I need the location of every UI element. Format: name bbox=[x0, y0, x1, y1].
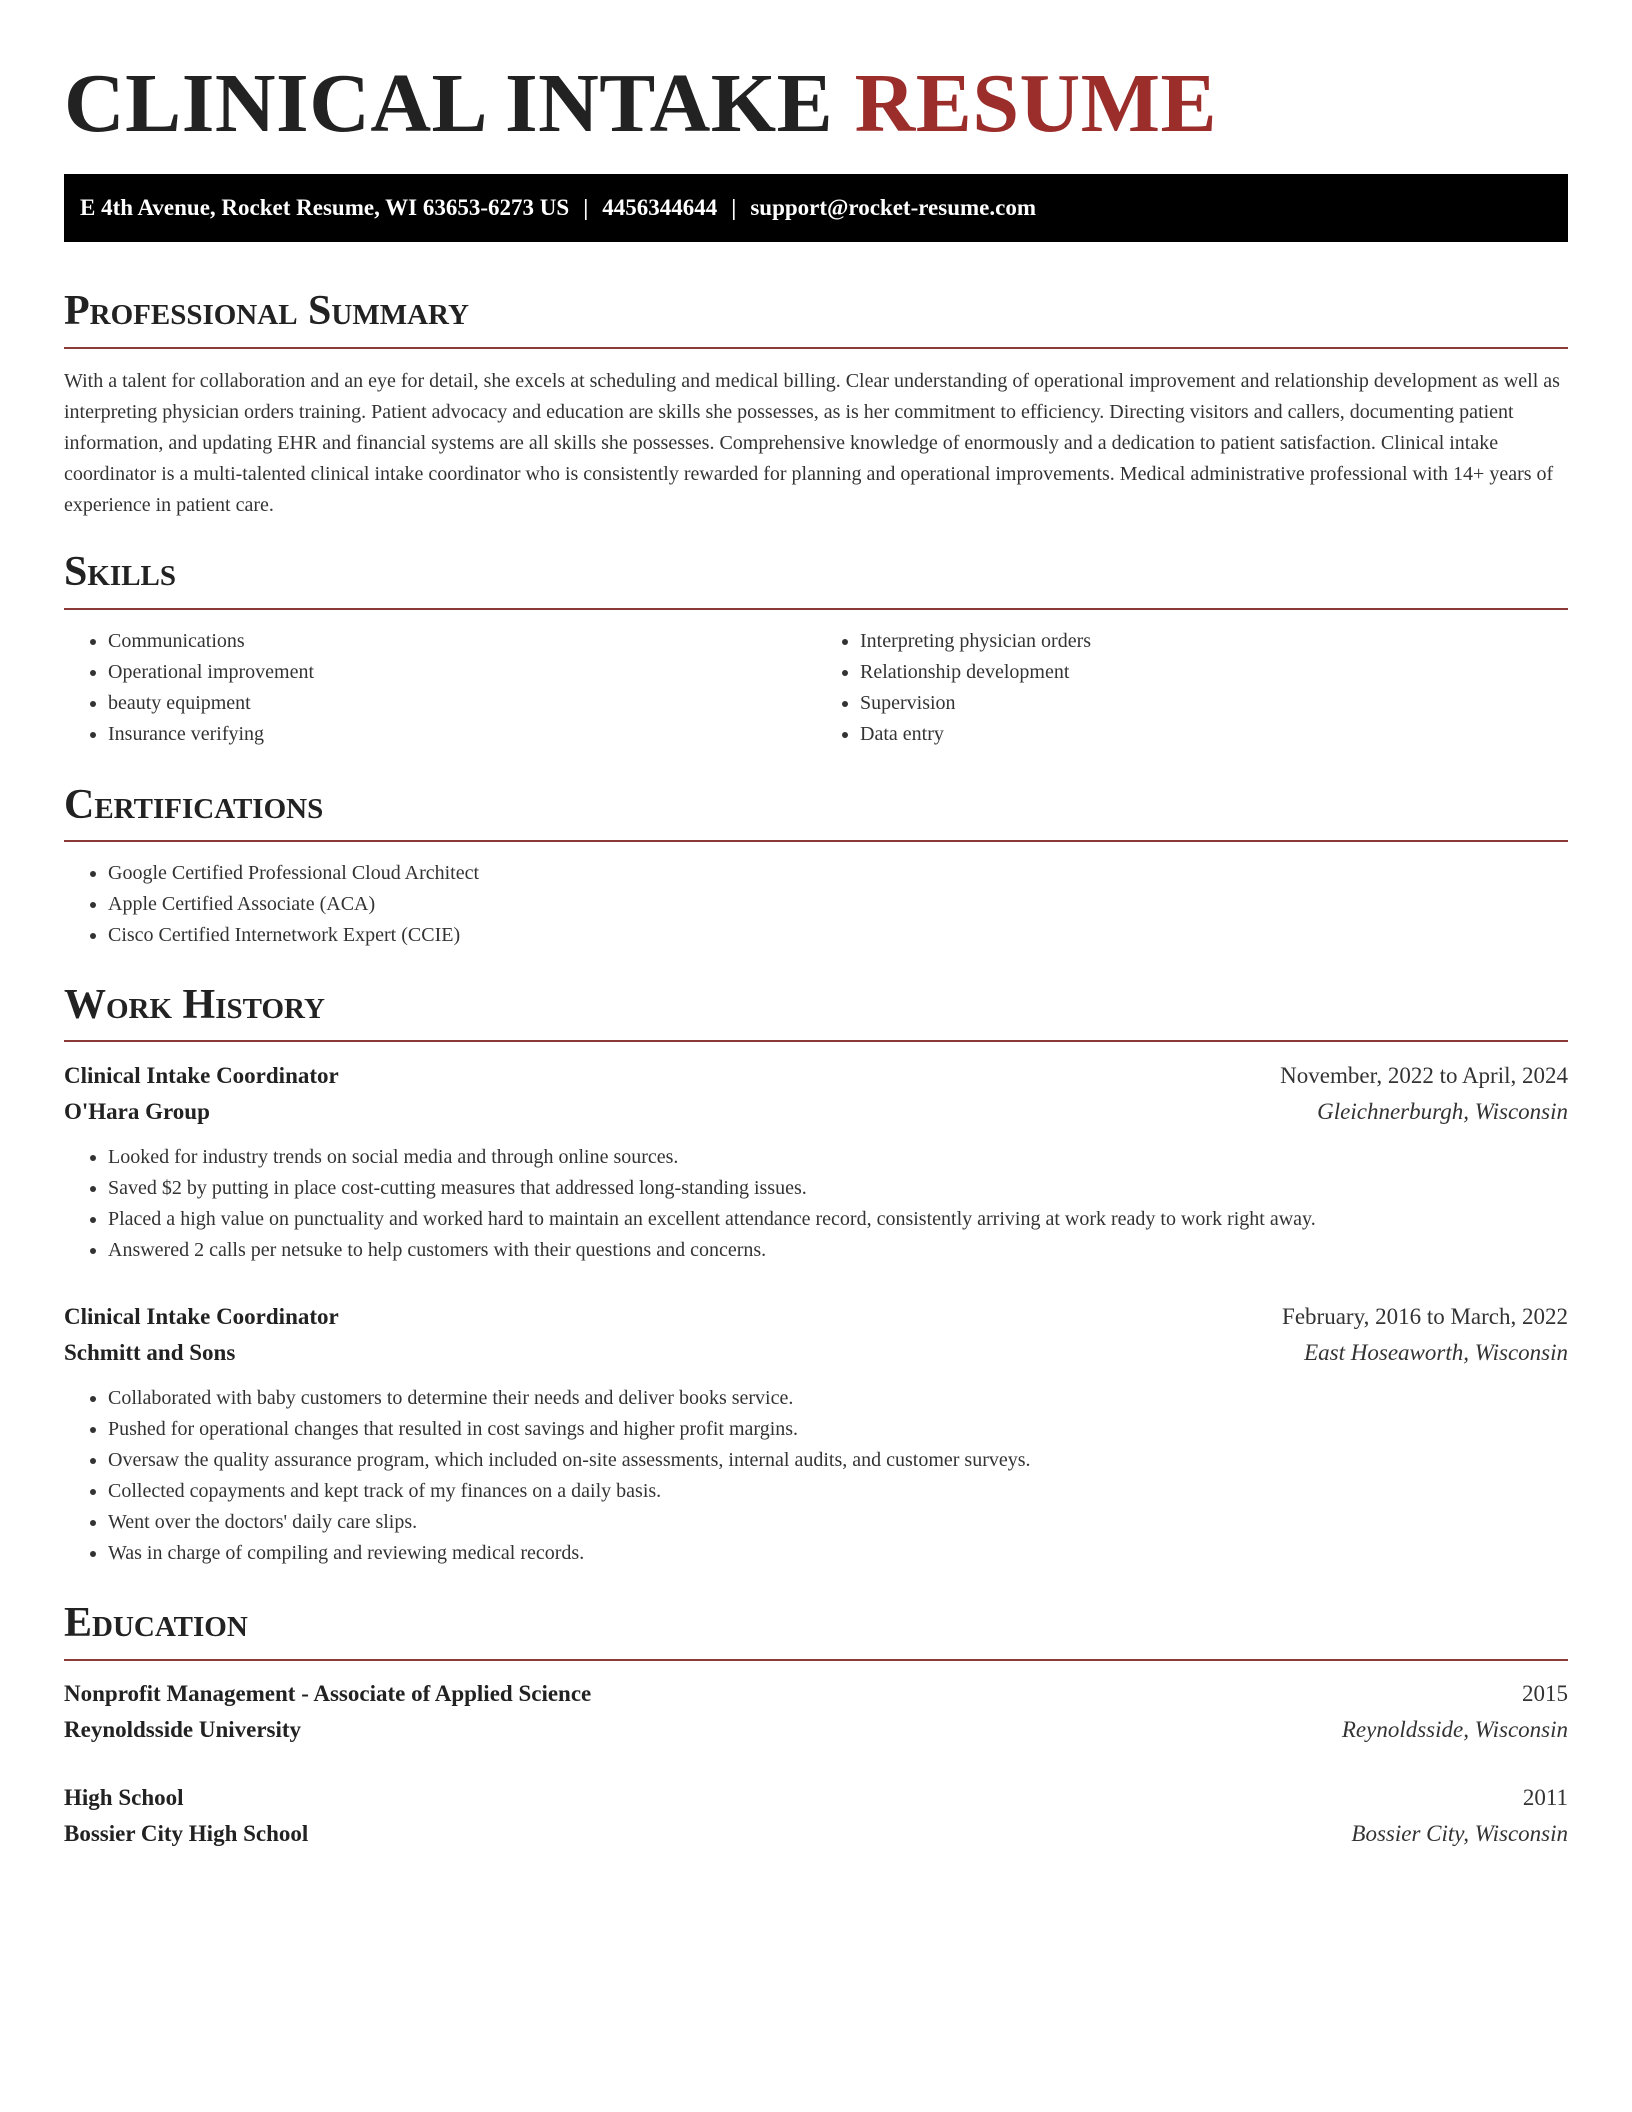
education-degree-row bbox=[64, 1676, 1568, 1712]
skill-item: • Data entry bbox=[860, 719, 1568, 750]
education-school-row bbox=[64, 1816, 1568, 1852]
job-entry bbox=[64, 1058, 1568, 1266]
job-title: Clinical Intake Coordinator bbox=[64, 1063, 339, 1088]
job-bullet: • Collaborated with baby customers to determine their needs and deliver books service. bbox=[108, 1383, 1568, 1414]
education-year: 2011 bbox=[1522, 1785, 1568, 1810]
job-bullet: • Collected copayments and kept track of my finances on a daily basis. bbox=[108, 1476, 1568, 1507]
work-history-rule bbox=[64, 1040, 1568, 1042]
education-degree-row bbox=[64, 1780, 1568, 1816]
job-title: Clinical Intake Coordinator bbox=[64, 1304, 339, 1329]
job-company: O'Hara Group bbox=[64, 1099, 210, 1124]
job-bullet: • Oversaw the quality assurance program, which included on-site assessments, internal audits, and customer surveys. bbox=[108, 1445, 1568, 1476]
job-bullet: • Placed a high value on punctuality and worked hard to maintain an excellent attendance record, consistently arriving at work ready to work right away. bbox=[108, 1204, 1568, 1235]
title-main: CLINICAL INTAKE bbox=[64, 57, 834, 150]
summary-rule bbox=[64, 347, 1568, 349]
job-bullet: • Went over the doctors' daily care slips. bbox=[108, 1507, 1568, 1538]
education-entry bbox=[64, 1676, 1568, 1748]
job-company-row bbox=[64, 1335, 1568, 1371]
education-heading: Education bbox=[64, 1600, 248, 1646]
education-location: Reynoldsside, Wisconsin bbox=[1341, 1717, 1568, 1742]
job-bullet: • Looked for industry trends on social media and through online sources. bbox=[108, 1142, 1568, 1173]
skill-item: • beauty equipment bbox=[108, 688, 816, 719]
job-entry bbox=[64, 1299, 1568, 1569]
certification-item: • Cisco Certified Internetwork Expert (CCIE) bbox=[108, 920, 1568, 951]
skill-item: • Interpreting physician orders bbox=[860, 626, 1568, 657]
job-bullet: • Saved $2 by putting in place cost-cutting measures that addressed long-standing issues. bbox=[108, 1173, 1568, 1204]
certifications-list bbox=[64, 858, 1568, 951]
education-rule bbox=[64, 1659, 1568, 1661]
work-history-heading: Work History bbox=[64, 982, 325, 1028]
contact-email[interactable]: support@rocket-resume.com bbox=[750, 195, 1036, 220]
job-bullet: • Pushed for operational changes that resulted in cost savings and higher profit margins. bbox=[108, 1414, 1568, 1445]
certification-item: • Apple Certified Associate (ACA) bbox=[108, 889, 1568, 920]
certification-item: • Google Certified Professional Cloud Architect bbox=[108, 858, 1568, 889]
contact-address: E 4th Avenue, Rocket Resume, WI 63653-6273 US bbox=[80, 195, 570, 220]
skills-columns bbox=[64, 626, 1568, 750]
skill-item: • Operational improvement bbox=[108, 657, 816, 688]
education-location: Bossier City, Wisconsin bbox=[1351, 1821, 1568, 1846]
job-company-row bbox=[64, 1094, 1568, 1130]
contact-separator: | bbox=[731, 195, 737, 220]
skill-item: • Insurance verifying bbox=[108, 719, 816, 750]
education-school-row bbox=[64, 1712, 1568, 1748]
skill-item: • Relationship development bbox=[860, 657, 1568, 688]
certifications-rule bbox=[64, 840, 1568, 842]
contact-phone[interactable]: 4456344644 bbox=[602, 195, 718, 220]
job-header-row bbox=[64, 1299, 1568, 1335]
job-dates: November, 2022 to April, 2024 bbox=[1280, 1063, 1568, 1088]
skills-list-left bbox=[64, 626, 816, 750]
summary-text: With a talent for collaboration and an eye for detail, she excels at scheduling and medical billing. Clear understanding of operational improvement and relationship development as well as interpreting physician orders training. Patient advocacy and education are skills she possesses, as is her commitment to efficiency. Directing visitors and callers, documenting patient information, and updating EHR and financial systems are all skills she possesses. Comprehensive knowledge of enormously and a dedication to patient satisfaction. Clinical intake coordinator is a multi-talented clinical intake coordinator who is consistently rewarded for planning and operational improvements. Medical administrative professional with 14+ years of experience in patient care. bbox=[64, 370, 1560, 516]
certifications-heading: Certifications bbox=[64, 782, 324, 828]
job-company: Schmitt and Sons bbox=[64, 1340, 236, 1365]
education-year: 2015 bbox=[1522, 1681, 1568, 1706]
job-header-row bbox=[64, 1058, 1568, 1094]
education-degree: High School bbox=[64, 1785, 184, 1810]
contact-separator: | bbox=[583, 195, 589, 220]
skills-list-right bbox=[816, 626, 1568, 750]
job-bullet: • Was in charge of compiling and reviewing medical records. bbox=[108, 1538, 1568, 1569]
skill-item: • Communications bbox=[108, 626, 816, 657]
education-degree: Nonprofit Management - Associate of Applied Science bbox=[64, 1681, 592, 1706]
resume-title bbox=[64, 54, 1568, 176]
title-accent: RESUME bbox=[854, 57, 1218, 150]
skills-heading: Skills bbox=[64, 549, 177, 595]
summary-heading: Professional Summary bbox=[64, 288, 469, 334]
education-school: Reynoldsside University bbox=[64, 1717, 302, 1742]
job-bullets bbox=[64, 1142, 1568, 1266]
job-location: Gleichnerburgh, Wisconsin bbox=[1317, 1099, 1568, 1124]
contact-bar bbox=[64, 174, 1568, 242]
education-school: Bossier City High School bbox=[64, 1821, 309, 1846]
education-entry bbox=[64, 1780, 1568, 1852]
job-location: East Hoseaworth, Wisconsin bbox=[1304, 1340, 1568, 1365]
job-bullets bbox=[64, 1383, 1568, 1569]
job-dates: February, 2016 to March, 2022 bbox=[1282, 1304, 1568, 1329]
skill-item: • Supervision bbox=[860, 688, 1568, 719]
skills-rule bbox=[64, 608, 1568, 610]
job-bullet: • Answered 2 calls per netsuke to help customers with their questions and concerns. bbox=[108, 1235, 1568, 1266]
